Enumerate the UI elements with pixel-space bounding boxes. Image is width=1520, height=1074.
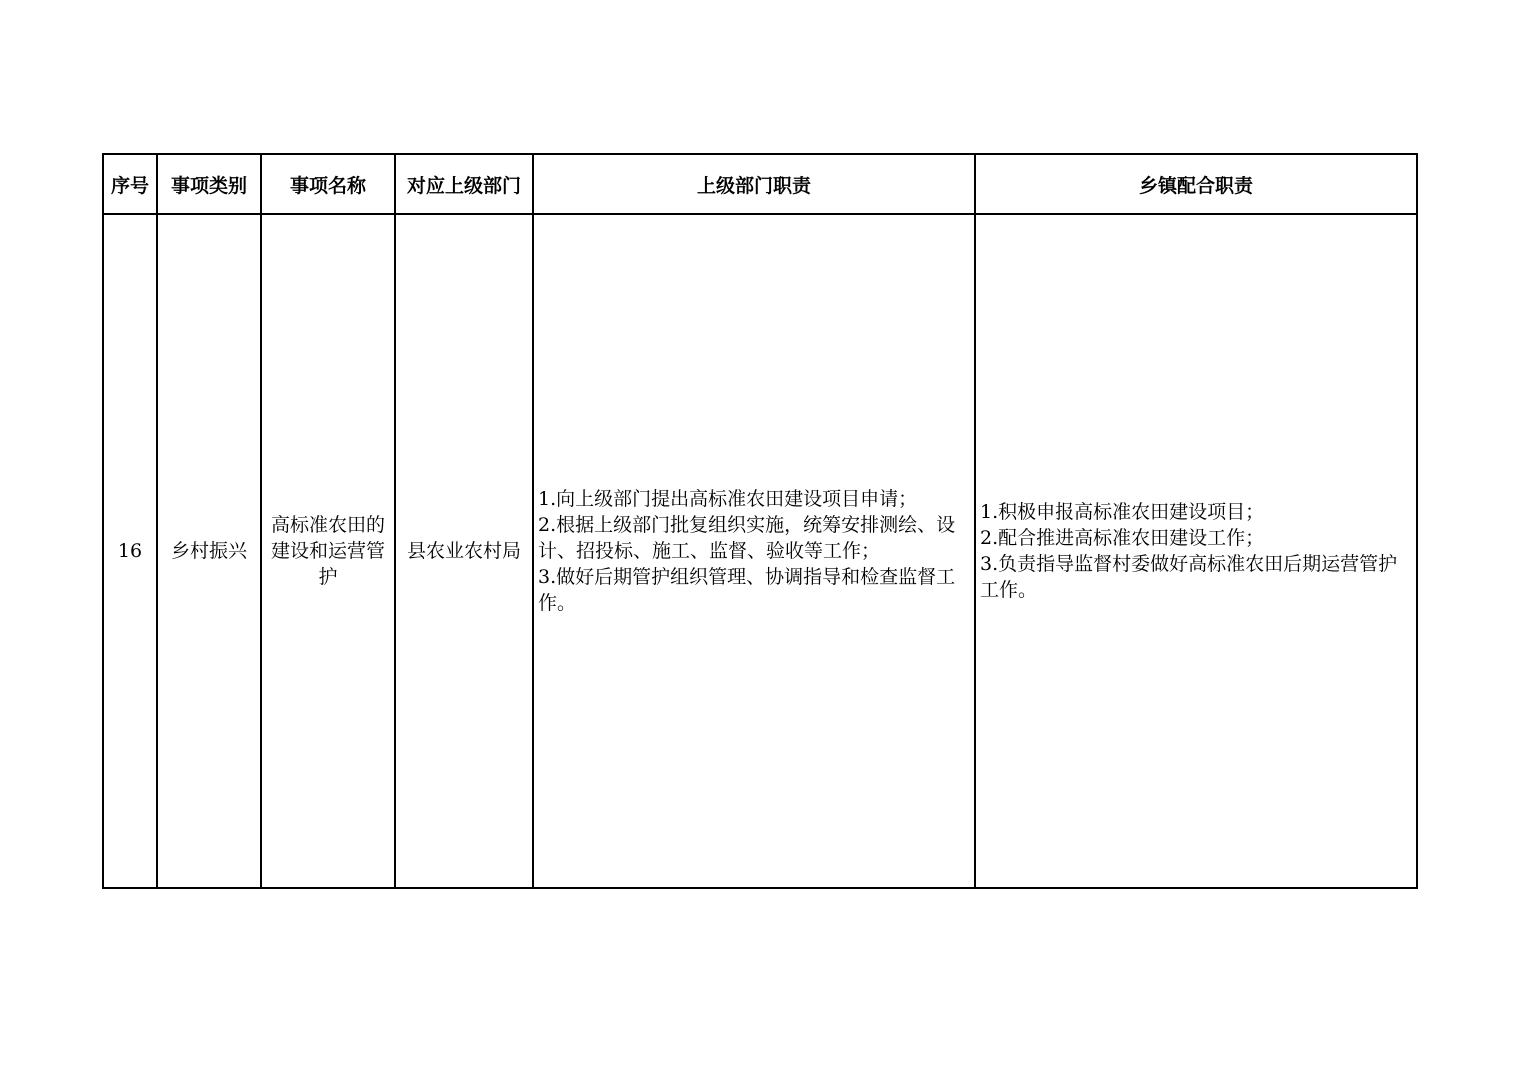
header-seq: 序号: [103, 154, 157, 214]
header-name: 事项名称: [261, 154, 395, 214]
cell-category: 乡村振兴: [157, 214, 261, 888]
cell-dept: 县农业农村局: [395, 214, 533, 888]
upper-duty-item: 3.做好后期管护组织管理、协调指导和检查监督工作。: [538, 566, 956, 614]
duty-table: [102, 153, 1418, 889]
upper-duty-item: 1.向上级部门提出高标准农田建设项目申请；: [538, 488, 918, 510]
table-row: [103, 214, 1417, 888]
header-row: [103, 154, 1417, 214]
header-upper-duties: 上级部门职责: [533, 154, 975, 214]
town-duties-list: [980, 499, 1412, 603]
upper-duty-item: 2.根据上级部门批复组织实施，统筹安排测绘、设计、招投标、施工、监督、验收等工作；: [538, 514, 956, 562]
cell-town-duties: [975, 214, 1417, 888]
header-category: 事项类别: [157, 154, 261, 214]
upper-duties-list: [538, 486, 970, 616]
town-duty-item: 2.配合推进高标准农田建设工作；: [980, 527, 1265, 549]
header-town-duties: 乡镇配合职责: [975, 154, 1417, 214]
cell-upper-duties: [533, 214, 975, 888]
town-duty-item: 3.负责指导监督村委做好高标准农田后期运营管护工作。: [980, 553, 1398, 601]
cell-seq: 16: [103, 214, 157, 888]
town-duty-item: 1.积极申报高标准农田建设项目；: [980, 501, 1265, 523]
cell-name: 高标准农田的建设和运营管护: [261, 214, 395, 888]
header-dept: 对应上级部门: [395, 154, 533, 214]
